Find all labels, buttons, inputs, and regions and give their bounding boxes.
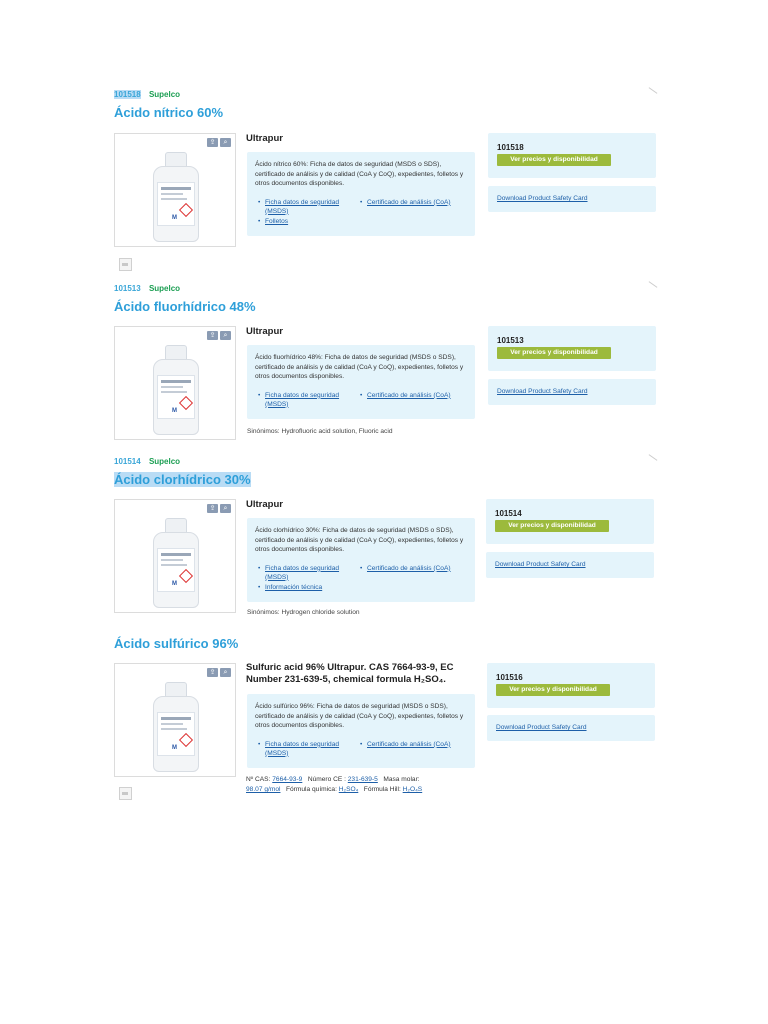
description-text: Ácido clorhídrico 30%: Ficha de datos de seguridad (MSDS o SDS), certificado de análisis y de calidad (CoA y CoQ), expedientes, folletos y otros documentos disponibles.: [255, 527, 464, 554]
product-code[interactable]: 101518: [114, 90, 141, 99]
bottle-illustration: M: [153, 345, 197, 435]
msds-link[interactable]: Ficha datos de seguridad (MSDS): [265, 740, 340, 757]
download-safety-card-link[interactable]: Download Product Safety Card: [495, 561, 586, 568]
coa-link[interactable]: Certificado de análisis (CoA): [367, 564, 451, 572]
order-panel: [488, 133, 656, 178]
description-panel: Ácido fluorhídrico 48%: Ficha de datos de seguridad (MSDS o SDS), certificado de análisis y de calidad (CoA y CoQ), expedientes, folletos y otros documentos disponibles. • Ficha datos de seguridad (MSDS) • Certificado de análisis (CoA): [247, 345, 475, 419]
product-title[interactable]: Ácido nítrico 60%: [114, 105, 224, 120]
ec-label: Número CE :: [307, 776, 346, 783]
order-panel: [486, 499, 654, 544]
brand-name[interactable]: Supelco: [148, 457, 181, 466]
product-code[interactable]: 101513: [114, 284, 141, 293]
download-panel: [488, 379, 656, 405]
product-card: [0, 284, 768, 444]
image-tools: [207, 331, 231, 340]
order-number: 101516: [496, 673, 523, 682]
download-icon[interactable]: ⇪: [207, 504, 218, 513]
product-title[interactable]: Ácido fluorhídrico 48%: [114, 299, 256, 314]
cas-link[interactable]: 7664-93-9: [272, 776, 303, 783]
corner-mark: [649, 454, 658, 461]
molar-mass-label: Masa molar:: [383, 776, 420, 783]
product-meta: [114, 90, 180, 99]
zoom-icon[interactable]: ⌕: [220, 504, 231, 513]
formula-label: Fórmula química:: [285, 786, 337, 793]
description-text: Ácido sulfúrico 96%: Ficha de datos de seguridad (MSDS o SDS), certificado de análisis y de calidad (CoA y CoQ), expedientes, folletos y otros documentos disponibles.: [255, 703, 464, 730]
description-panel: Ácido nítrico 60%: Ficha de datos de seguridad (MSDS o SDS), certificado de análisis y de calidad (CoA y CoQ), expedientes, folletos y otros documentos disponibles. • Ficha datos de seguridad (MSDS) • Folletos • Certificado de análisis (CoA): [247, 152, 475, 236]
order-number: 101514: [495, 509, 522, 518]
download-icon[interactable]: ⇪: [207, 668, 218, 677]
download-panel: [486, 552, 654, 578]
price-availability-button[interactable]: Ver precios y disponibilidad: [495, 520, 609, 532]
zoom-icon[interactable]: ⌕: [220, 331, 231, 340]
order-number: 101513: [497, 336, 524, 345]
product-subtitle: Ultrapur: [246, 326, 283, 337]
image-tools: [207, 504, 231, 513]
product-image[interactable]: [114, 326, 236, 440]
product-title[interactable]: Ácido sulfúrico 96%: [114, 636, 239, 651]
ec-link[interactable]: 231-639-5: [347, 776, 378, 783]
synonyms: Sinónimos: Hydrofluoric acid solution, Fluoric acid: [247, 428, 393, 435]
price-availability-button[interactable]: Ver precios y disponibilidad: [497, 347, 611, 359]
coa-link[interactable]: Certificado de análisis (CoA): [367, 740, 451, 748]
bottle-illustration: M: [153, 152, 197, 242]
product-image[interactable]: [114, 663, 236, 777]
brand-name[interactable]: Supelco: [148, 90, 181, 99]
product-subtitle: Ultrapur: [246, 499, 283, 510]
product-title[interactable]: Ácido clorhídrico 30%: [114, 472, 251, 487]
corner-mark: [649, 87, 658, 94]
product-image[interactable]: [114, 499, 236, 613]
coa-link[interactable]: Certificado de análisis (CoA): [367, 391, 451, 399]
msds-link[interactable]: Ficha datos de seguridad (MSDS): [265, 198, 340, 215]
compare-icon[interactable]: [119, 787, 132, 800]
zoom-icon[interactable]: ⌕: [220, 668, 231, 677]
bottle-illustration: M: [153, 518, 197, 608]
brochure-link[interactable]: Folletos: [265, 217, 289, 225]
formula-link[interactable]: H₂SO₄: [338, 786, 359, 793]
cas-label: Nº CAS:: [246, 776, 271, 783]
description-panel: Ácido clorhídrico 30%: Ficha de datos de seguridad (MSDS o SDS), certificado de análisis y de calidad (CoA y CoQ), expedientes, folletos y otros documentos disponibles. • Ficha datos de seguridad (MSDS) • Información técnica • Certificado de análisis (CoA): [247, 518, 475, 602]
image-tools: [207, 138, 231, 147]
product-code[interactable]: 101514: [114, 457, 141, 466]
price-availability-button[interactable]: Ver precios y disponibilidad: [497, 154, 611, 166]
coa-link[interactable]: Certificado de análisis (CoA): [367, 198, 451, 206]
product-subtitle: Ultrapur: [246, 133, 283, 144]
price-availability-button[interactable]: Ver precios y disponibilidad: [496, 684, 610, 696]
order-panel: [488, 326, 656, 371]
download-safety-card-link[interactable]: Download Product Safety Card: [497, 388, 588, 395]
download-icon[interactable]: ⇪: [207, 138, 218, 147]
product-meta: [114, 457, 180, 466]
order-panel: [487, 663, 655, 708]
description-panel: Ácido sulfúrico 96%: Ficha de datos de seguridad (MSDS o SDS), certificado de análisis y de calidad (CoA y CoQ), expedientes, folletos y otros documentos disponibles. • Ficha datos de seguridad (MSDS) • Certificado de análisis (CoA): [247, 694, 475, 768]
product-meta: [114, 284, 180, 293]
technical-info-link[interactable]: Información técnica: [265, 583, 323, 591]
brand-name[interactable]: Supelco: [148, 284, 181, 293]
synonyms: Sinónimos: Hydrogen chloride solution: [247, 609, 360, 616]
hill-formula-link[interactable]: H₂O₄S: [402, 786, 423, 793]
description-text: Ácido fluorhídrico 48%: Ficha de datos de seguridad (MSDS o SDS), certificado de análisis y de calidad (CoA y CoQ), expedientes, folletos y otros documentos disponibles.: [255, 354, 464, 381]
product-card: [0, 90, 768, 280]
product-subtitle: Sulfuric acid 96% Ultrapur. CAS 7664-93-9, EC Number 231-639-5, chemical formula H₂SO₄.: [246, 662, 454, 685]
download-safety-card-link[interactable]: Download Product Safety Card: [496, 724, 587, 731]
order-number: 101518: [497, 143, 524, 152]
hill-formula-label: Fórmula Hill:: [363, 786, 401, 793]
molar-mass-link[interactable]: 98.07 g/mol: [246, 786, 281, 793]
image-tools: [207, 668, 231, 677]
chemical-properties: [246, 775, 476, 795]
product-card: [0, 636, 768, 806]
corner-mark: [649, 281, 658, 288]
download-panel: [487, 715, 655, 741]
bottle-illustration: M: [153, 682, 197, 772]
msds-link[interactable]: Ficha datos de seguridad (MSDS): [265, 391, 340, 408]
description-text: Ácido nítrico 60%: Ficha de datos de seguridad (MSDS o SDS), certificado de análisis y de calidad (CoA y CoQ), expedientes, folletos y otros documentos disponibles.: [255, 161, 464, 188]
product-card: [0, 457, 768, 622]
download-icon[interactable]: ⇪: [207, 331, 218, 340]
msds-link[interactable]: Ficha datos de seguridad (MSDS): [265, 564, 340, 581]
compare-icon[interactable]: [119, 258, 132, 271]
download-safety-card-link[interactable]: Download Product Safety Card: [497, 195, 588, 202]
product-image[interactable]: [114, 133, 236, 247]
download-panel: [488, 186, 656, 212]
zoom-icon[interactable]: ⌕: [220, 138, 231, 147]
